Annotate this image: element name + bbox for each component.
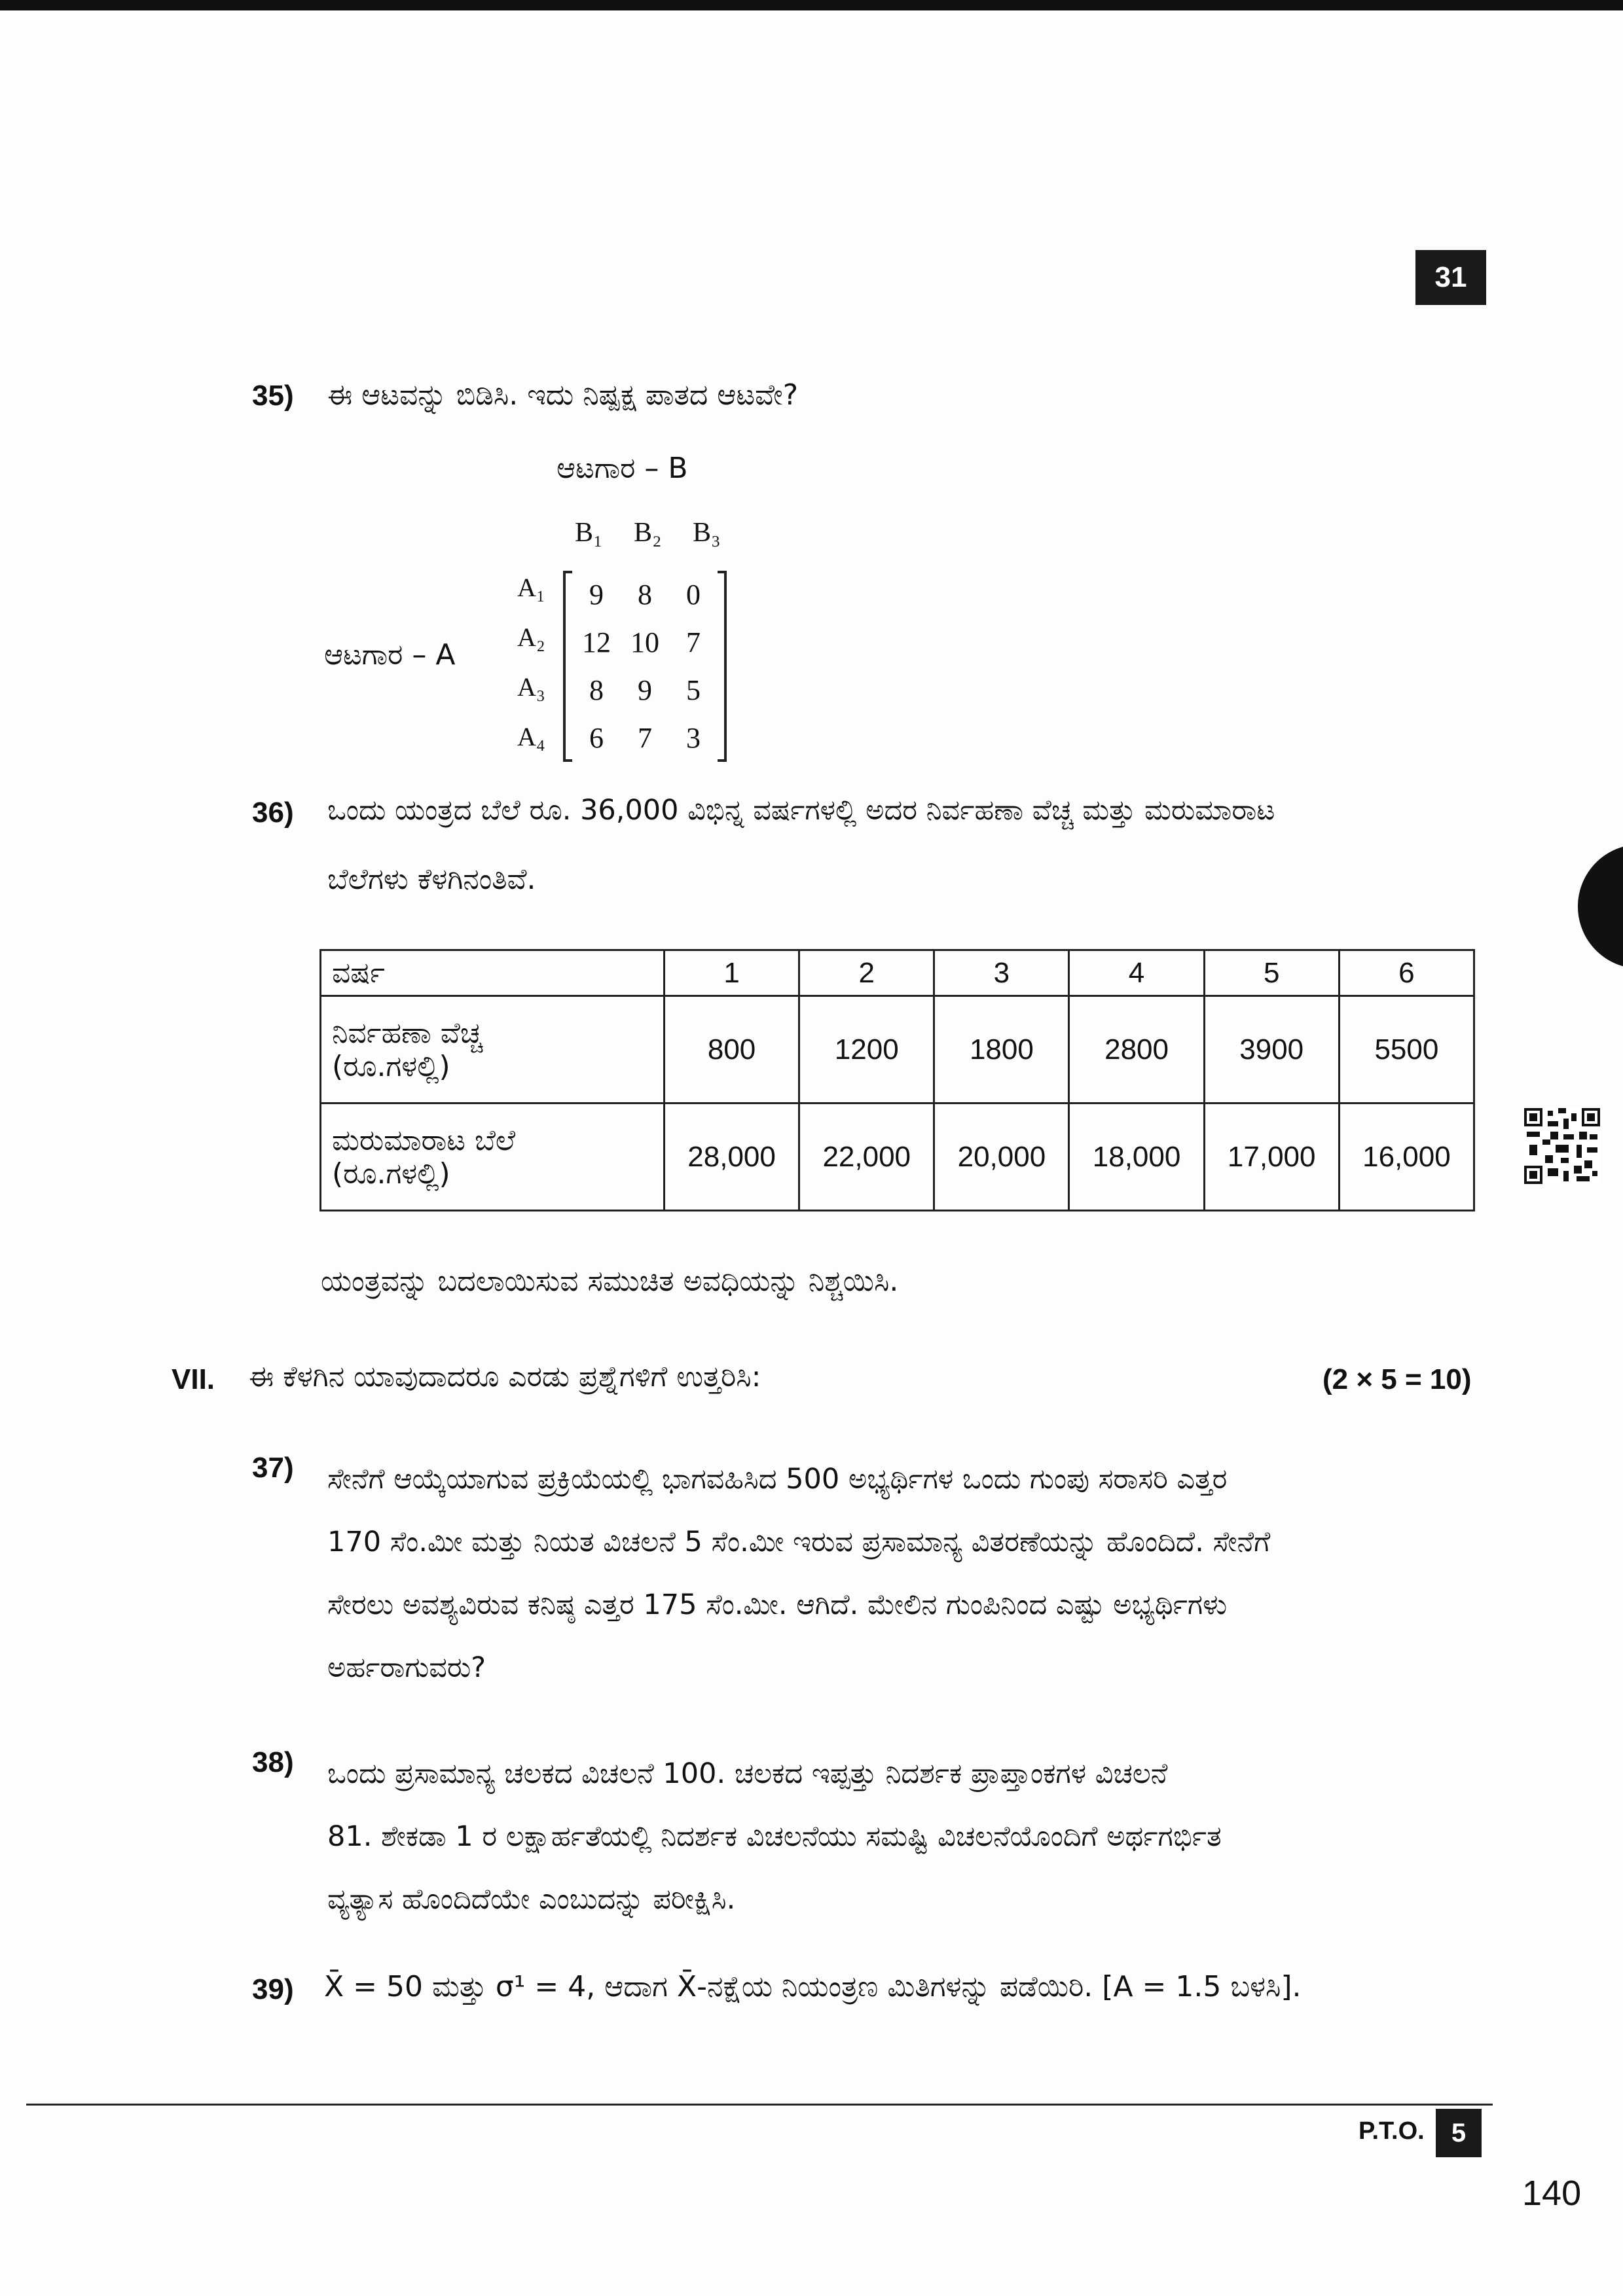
question-text-block	[327, 1448, 1270, 1699]
question-number: 39)	[252, 1973, 294, 2005]
matrix-cell: 12	[582, 626, 611, 658]
footer-divider	[26, 2104, 1493, 2106]
player-b-label: ಆಟಗಾರ – B	[556, 452, 688, 485]
table-row	[321, 1103, 1474, 1211]
row-header: A₂	[517, 622, 545, 652]
question-line: ವ್ಯತ್ಯಾಸ ಹೊಂದಿದೆಯೇ ಎಂಬುದನ್ನು ಪರೀಕ್ಷಿಸಿ.	[327, 1883, 736, 1916]
table-header-cell: 1	[665, 950, 799, 996]
table-cell: 5500	[1339, 996, 1474, 1103]
matrix-row	[572, 571, 718, 619]
table-cell: 1800	[934, 996, 1069, 1103]
table-row	[321, 950, 1474, 996]
question-text: ಯಂತ್ರವನ್ನು ಬದಲಾಯಿಸುವ ಸಮುಚಿತ ಅವಧಿಯನ್ನು ನಿಶ್ಚಯಿಸಿ.	[321, 1265, 899, 1298]
row-header: A₁	[517, 573, 545, 602]
question-line: ಅರ್ಹರಾಗುವರು?	[327, 1651, 486, 1684]
section-instruction: ಈ ಕೆಳಗಿನ ಯಾವುದಾದರೂ ಎರಡು ಪ್ರಶ್ನೆಗಳಿಗೆ ಉತ್ತರಿಸಿ:	[249, 1360, 761, 1393]
row-label-line: ನಿರ್ವಹಣಾ ವೆಚ್ಚ	[332, 1016, 483, 1050]
table-cell: 2800	[1069, 996, 1204, 1103]
table-header-cell: 5	[1204, 950, 1339, 996]
section-marks: (2 × 5 = 10)	[1322, 1363, 1472, 1395]
sheet-number-box: 5	[1436, 2109, 1482, 2157]
matrix-row	[572, 714, 718, 762]
matrix-cell: 10	[630, 626, 659, 658]
question-line: 81. ಶೇಕಡಾ 1 ರ ಲಕ್ಷಾರ್ಹತೆಯಲ್ಲಿ ನಿದರ್ಶಕ ವಿಚಲನೆಯು ಸಮಷ್ಟಿ ವಿಚಲನೆಯೊಂದಿಗೆ ಅರ್ಥಗರ್ಭಿತ	[327, 1820, 1222, 1853]
qr-code-icon	[1524, 1108, 1600, 1184]
table-row-label	[321, 1103, 665, 1211]
col-header: B₃	[693, 518, 721, 548]
row-header: A₄	[517, 722, 545, 751]
matrix-row	[572, 619, 718, 666]
col-header: B₁	[575, 518, 603, 548]
matrix-cell: 9	[589, 579, 604, 611]
col-header: B₂	[634, 518, 662, 548]
table-header-cell: 6	[1339, 950, 1474, 996]
table-header-cell: 3	[934, 950, 1069, 996]
matrix-cell: 7	[638, 722, 652, 754]
question-number: 36)	[252, 797, 294, 829]
table-header-cell: 4	[1069, 950, 1204, 996]
table-header-cell: ವರ್ಷ	[321, 950, 665, 996]
question-line: 170 ಸೆಂ.ಮೀ ಮತ್ತು ನಿಯತ ವಿಚಲನೆ 5 ಸೆಂ.ಮೀ ಇರುವ ಪ್ರಸಾಮಾನ್ಯ ವಿತರಣೆಯನ್ನು ಹೊಂದಿದೆ. ಸೇನೆಗೆ	[327, 1526, 1271, 1558]
row-header: A₃	[517, 672, 545, 702]
question-text-block	[327, 1742, 1222, 1931]
table-row-label	[321, 996, 665, 1103]
question-text: ಬೆಲೆಗಳು ಕೆಳಗಿನಂತಿವೆ.	[327, 863, 536, 896]
table-cell: 18,000	[1069, 1103, 1204, 1211]
row-label-line: ಮರುಮಾರಾಟ ಬೆಲೆ	[332, 1123, 516, 1157]
section-number: VII.	[172, 1363, 215, 1395]
table-cell: 17,000	[1204, 1103, 1339, 1211]
maintenance-resale-table	[319, 949, 1475, 1211]
question-text: ಈ ಆಟವನ್ನು ಬಿಡಿಸಿ. ಇದು ನಿಷ್ಪಕ್ಷ ಪಾತದ ಆಟವೇ?	[327, 378, 799, 412]
matrix-right-bracket	[718, 571, 727, 762]
question-number: 37)	[252, 1452, 294, 1484]
table-cell: 28,000	[665, 1103, 799, 1211]
table-cell: 16,000	[1339, 1103, 1474, 1211]
question-line: ಸೇರಲು ಅವಶ್ಯವಿರುವ ಕನಿಷ್ಠ ಎತ್ತರ 175 ಸೆಂ.ಮೀ. ಆಗಿದೆ. ಮೇಲಿನ ಗುಂಪಿನಿಂದ ಎಷ್ಟು ಅಭ್ಯರ್ಥಿಗಳು	[327, 1588, 1228, 1621]
page-number-box: 31	[1415, 250, 1486, 305]
matrix-cell: 5	[686, 674, 701, 706]
row-label-line: (ರೂ.ಗಳಲ್ಲಿ)	[332, 1049, 450, 1083]
matrix-cell: 8	[589, 674, 604, 706]
question-line: ಒಂದು ಪ್ರಸಾಮಾನ್ಯ ಚಲಕದ ವಿಚಲನೆ 100. ಚಲಕದ ಇಪ್ಪತ್ತು ನಿದರ್ಶಕ ಪ್ರಾಪ್ತಾಂಕಗಳ ವಿಚಲನೆ	[327, 1757, 1168, 1790]
table-header-cell: 2	[799, 950, 934, 996]
table-cell: 3900	[1204, 996, 1339, 1103]
row-label-line: (ರೂ.ಗಳಲ್ಲಿ)	[332, 1157, 450, 1191]
matrix-row	[572, 666, 718, 714]
table-cell: 800	[665, 996, 799, 1103]
matrix-cell: 8	[638, 579, 652, 611]
table-row	[321, 996, 1474, 1103]
edge-tab-marker	[1578, 844, 1623, 969]
scan-page-number: 140	[1522, 2174, 1582, 2213]
matrix-row-headers	[517, 563, 545, 762]
question-number: 35)	[252, 380, 294, 412]
matrix-left-bracket	[563, 571, 572, 762]
payoff-matrix	[563, 571, 727, 762]
question-text: ಒಂದು ಯಂತ್ರದ ಬೆಲೆ ರೂ. 36,000 ವಿಭಿನ್ನ ವರ್ಷಗಳಲ್ಲಿ ಅದರ ನಿರ್ವಹಣಾ ವೆಚ್ಚ ಮತ್ತು ಮರುಮಾರಾಟ	[327, 794, 1275, 827]
matrix-cell: 0	[686, 579, 701, 611]
pto-label: P.T.O.	[1359, 2117, 1425, 2145]
question-text: X̄ = 50 ಮತ್ತು σ¹ = 4, ಆದಾಗ X̄-ನಕ್ಷೆಯ ನಿಯಂತ್ರಣ ಮಿತಿಗಳನ್ನು ಪಡೆಯಿರಿ. [A = 1.5 ಬಳಸಿ].	[324, 1970, 1302, 2003]
question-number: 38)	[252, 1746, 294, 1778]
matrix-cell: 9	[638, 674, 652, 706]
matrix-cell: 3	[686, 722, 701, 754]
question-line: ಸೇನೆಗೆ ಆಯ್ಕೆಯಾಗುವ ಪ್ರಕ್ರಿಯೆಯಲ್ಲಿ ಭಾಗವಹಿಸಿದ 500 ಅಭ್ಯರ್ಥಿಗಳ ಒಂದು ಗುಂಪು ಸರಾಸರಿ ಎತ್ತರ	[327, 1463, 1228, 1496]
table-cell: 22,000	[799, 1103, 934, 1211]
table-cell: 20,000	[934, 1103, 1069, 1211]
top-border	[0, 0, 1623, 10]
matrix-cell: 6	[589, 722, 604, 754]
table-cell: 1200	[799, 996, 934, 1103]
matrix-cell: 7	[686, 626, 701, 658]
player-a-label: ಆಟಗಾರ – A	[324, 638, 456, 672]
